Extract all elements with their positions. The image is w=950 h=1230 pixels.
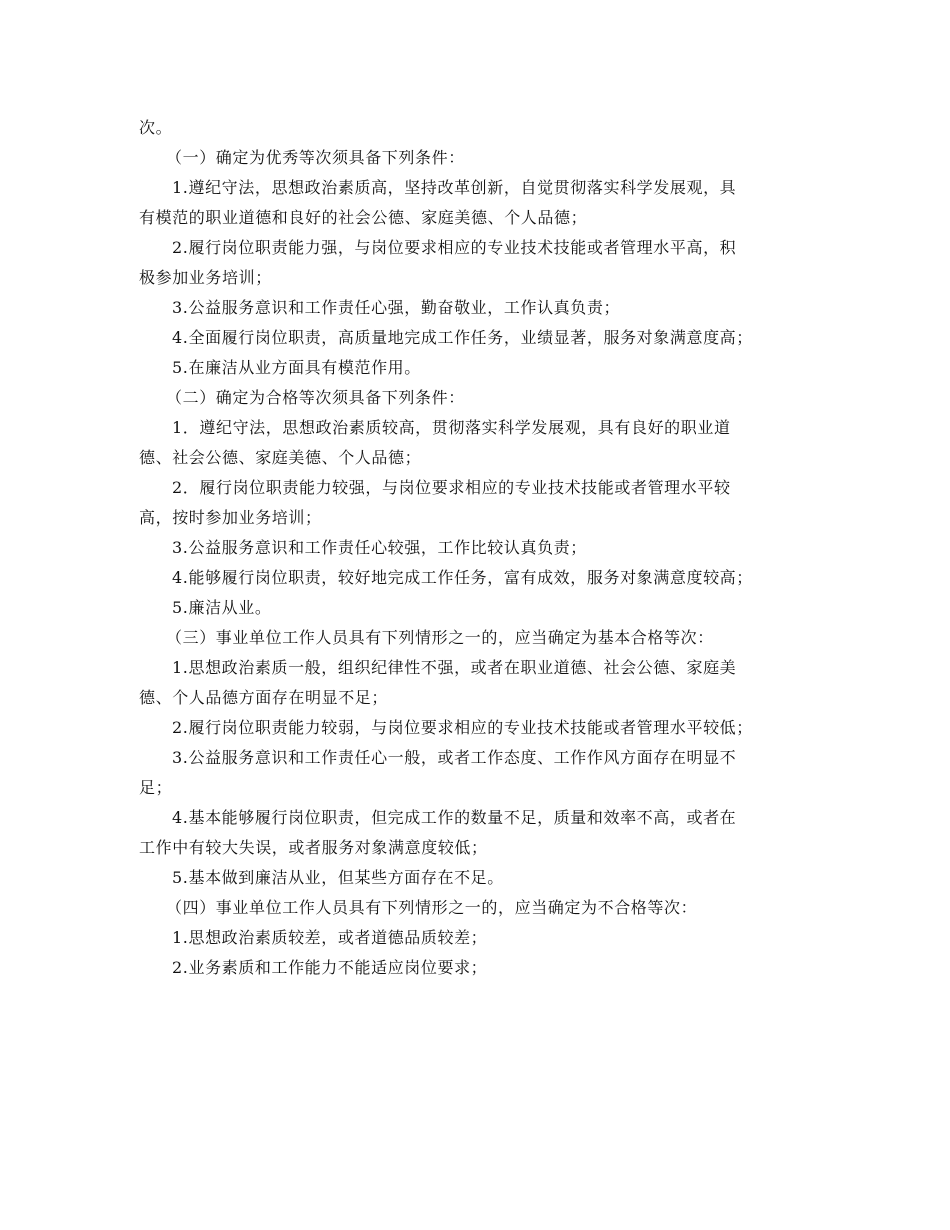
- text-line: 1.思想政治素质较差，或者道德品质较差；: [172, 928, 488, 947]
- text-line: 4.基本能够履行岗位职责，但完成工作的数量不足，质量和效率不高，或者在: [172, 808, 737, 827]
- section-heading: （一）确定为优秀等次须具备下列条件：: [166, 148, 465, 167]
- text-line: 3.公益服务意识和工作责任心一般，或者工作态度、工作作风方面存在明显不: [172, 748, 737, 767]
- text-line: 高，按时参加业务培训；: [139, 508, 322, 527]
- text-line: 5.基本做到廉洁从业，但某些方面存在不足。: [172, 868, 504, 887]
- section-heading: （三）事业单位工作人员具有下列情形之一的，应当确定为基本合格等次：: [166, 628, 714, 647]
- text-line: 德、社会公德、家庭美德、个人品德；: [139, 448, 422, 467]
- text-line: 1.遵纪守法，思想政治素质高，坚持改革创新，自觉贯彻落实科学发展观，具: [172, 178, 737, 197]
- text-line: 德、个人品德方面存在明显不足；: [139, 688, 389, 707]
- text-line: 1．遵纪守法，思想政治素质较高，贯彻落实科学发展观，具有良好的职业道: [172, 418, 731, 437]
- section-heading: （四）事业单位工作人员具有下列情形之一的，应当确定为不合格等次：: [166, 898, 698, 917]
- text-line: 1.思想政治素质一般，组织纪律性不强，或者在职业道德、社会公德、家庭美: [172, 658, 737, 677]
- text-line: 5.在廉洁从业方面具有模范作用。: [172, 358, 421, 377]
- text-line: 工作中有较大失误，或者服务对象满意度较低；: [139, 838, 488, 857]
- text-line: 4.全面履行岗位职责，高质量地完成工作任务，业绩显著，服务对象满意度高；: [172, 328, 753, 347]
- text-line: 有模范的职业道德和良好的社会公德、家庭美德、个人品德；: [139, 208, 588, 227]
- text-line: 极参加业务培训；: [139, 268, 272, 287]
- text-line: 2．履行岗位职责能力较强，与岗位要求相应的专业技术技能或者管理水平较: [172, 478, 731, 497]
- text-line: 次。: [139, 118, 173, 137]
- text-line: 4.能够履行岗位职责，较好地完成工作任务，富有成效，服务对象满意度较高；: [172, 568, 753, 587]
- text-line: 5.廉洁从业。: [172, 598, 272, 617]
- section-heading: （二）确定为合格等次须具备下列条件：: [166, 388, 465, 407]
- text-line: 2.履行岗位职责能力强，与岗位要求相应的专业技术技能或者管理水平高，积: [172, 238, 737, 257]
- text-line: 3.公益服务意识和工作责任心强，勤奋敬业，工作认真负责；: [172, 298, 621, 317]
- document-body: [139, 113, 819, 983]
- text-line: 足；: [139, 778, 173, 797]
- text-line: 2.业务素质和工作能力不能适应岗位要求；: [172, 958, 488, 977]
- text-line: 3.公益服务意识和工作责任心较强，工作比较认真负责；: [172, 538, 587, 557]
- text-line: 2.履行岗位职责能力较弱，与岗位要求相应的专业技术技能或者管理水平较低；: [172, 718, 753, 737]
